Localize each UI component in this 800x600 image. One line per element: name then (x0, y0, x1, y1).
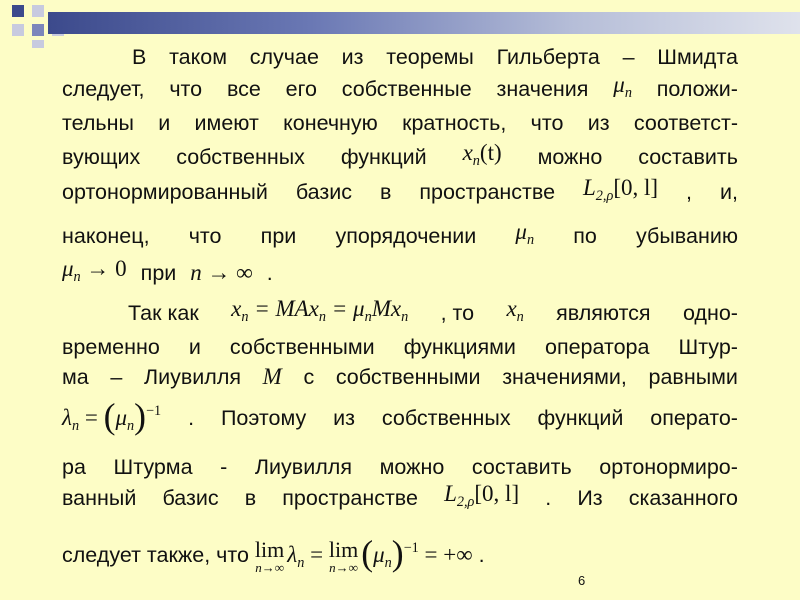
math-limit: lim n→∞ $\lambda_n$ = lim n→∞ $(\mu_n)^{-1}$ = +∞ (254, 532, 473, 575)
math-lambda-eq: $\lambda_n = (\mu_n)^{-1}$ (62, 395, 162, 436)
word: Штур- (678, 335, 738, 359)
word: его (285, 77, 317, 101)
word: что (188, 224, 222, 248)
word: функций (537, 406, 624, 430)
word: все (226, 77, 261, 101)
word: – (110, 365, 123, 389)
word: . (478, 543, 485, 567)
word: базис (295, 180, 352, 204)
word: собственными (335, 365, 481, 389)
word: убыванию (636, 224, 738, 248)
text-line (62, 258, 738, 288)
text-line (62, 483, 738, 513)
page-number: 6 (578, 573, 586, 588)
word: ортонормированный (62, 180, 268, 204)
word: имеют (194, 111, 259, 135)
text-line (62, 142, 738, 172)
word: наконец, (62, 224, 150, 248)
text-line (62, 362, 738, 392)
word: что (169, 77, 203, 101)
text-line (62, 108, 738, 138)
word: . (266, 261, 273, 285)
word: - (220, 455, 228, 479)
word: Лиувилля (143, 365, 242, 389)
math-mu-n-to-0: $\mu_n \to 0$ (62, 256, 127, 285)
math-mu-n: $\mu_n$ (515, 219, 535, 248)
word: вующих (62, 145, 141, 169)
word: ортонормиро- (599, 455, 738, 479)
word: функций (340, 145, 427, 169)
word: являются (556, 301, 651, 325)
word: , то (440, 301, 475, 325)
word: , (686, 180, 692, 204)
square-mid (32, 24, 44, 36)
math-L2rho: $L_{2,\rho}[0$, l] (444, 481, 520, 510)
word: и (188, 335, 201, 359)
word: следует также, что (62, 543, 249, 567)
word: с (303, 365, 315, 389)
text-line (132, 42, 738, 72)
word: собственных (381, 406, 511, 430)
word: оператора (544, 335, 650, 359)
text-line (62, 177, 738, 207)
word: Гильберта (496, 45, 600, 69)
word: временно (62, 335, 160, 359)
word: из (333, 406, 355, 430)
word: из (587, 111, 610, 135)
lim-operator: lim n→∞ (254, 536, 285, 575)
word: что (530, 111, 564, 135)
math-n-to-inf: n → ∞ (190, 260, 253, 285)
square-light (32, 5, 44, 17)
word: при (260, 224, 297, 248)
math-M: M (262, 364, 282, 389)
text-line (62, 452, 738, 482)
word: равными (648, 365, 738, 389)
word: . (545, 486, 552, 510)
word: соответст- (633, 111, 738, 135)
square-light (32, 40, 44, 48)
word: следует, (62, 77, 145, 101)
text-line (62, 332, 738, 362)
word: собственные (341, 77, 472, 101)
text-line (62, 221, 738, 251)
text-line (62, 395, 738, 436)
text-line (62, 532, 738, 575)
word: собственных (176, 145, 305, 169)
math-L2rho: $L_{2,\rho}[0$, l] (583, 175, 659, 204)
word: таком (169, 45, 228, 69)
word: составить (638, 145, 738, 169)
word: сказанного (628, 486, 738, 510)
word: при (140, 261, 177, 285)
math-x-n: $x_n$ (506, 296, 524, 325)
word: упорядочении (335, 224, 477, 248)
word: ра (62, 455, 86, 479)
word: . (188, 406, 195, 430)
word: Лиувилля (254, 455, 352, 479)
word: базис (162, 486, 219, 510)
word: тельны (62, 111, 134, 135)
math-mu-n: $\mu_n$ (613, 72, 632, 101)
text-line (62, 74, 738, 104)
word: в (244, 486, 257, 510)
word: из (341, 45, 364, 69)
word: по (573, 224, 597, 248)
word: и (158, 111, 171, 135)
word: теоремы (386, 45, 474, 69)
word: значениями, (502, 365, 627, 389)
word: положи- (656, 77, 738, 101)
word: значения (496, 77, 589, 101)
word: можно (537, 145, 603, 169)
header-gradient-bar (48, 12, 800, 34)
square-dark (12, 5, 24, 17)
word: В (132, 45, 147, 69)
lim-operator: lim n→∞ (328, 536, 359, 575)
math-x-n-t: $x_n(t)$ (462, 140, 502, 169)
word: конечную (283, 111, 378, 135)
math-eigen-relation: $x_n = MAx_n = \mu_nMx_n$ (231, 296, 409, 325)
word: одно- (682, 301, 738, 325)
word: Штурма (113, 455, 193, 479)
word: пространстве (282, 486, 418, 510)
word: можно (379, 455, 445, 479)
word: Поэтому (220, 406, 307, 430)
word: пространстве (419, 180, 556, 204)
word: случае (249, 45, 319, 69)
word: ванный (62, 486, 137, 510)
word: ма (62, 365, 89, 389)
word: – (622, 45, 635, 69)
word: Из (577, 486, 603, 510)
word: и, (719, 180, 738, 204)
text-line (128, 298, 738, 328)
word: Шмидта (657, 45, 738, 69)
word: Так как (128, 301, 199, 325)
word: в (379, 180, 392, 204)
word: функциями (403, 335, 516, 359)
word: собственными (229, 335, 375, 359)
word: составить (471, 455, 572, 479)
square-light (12, 24, 24, 36)
word: кратность, (402, 111, 507, 135)
word: операто- (650, 406, 738, 430)
